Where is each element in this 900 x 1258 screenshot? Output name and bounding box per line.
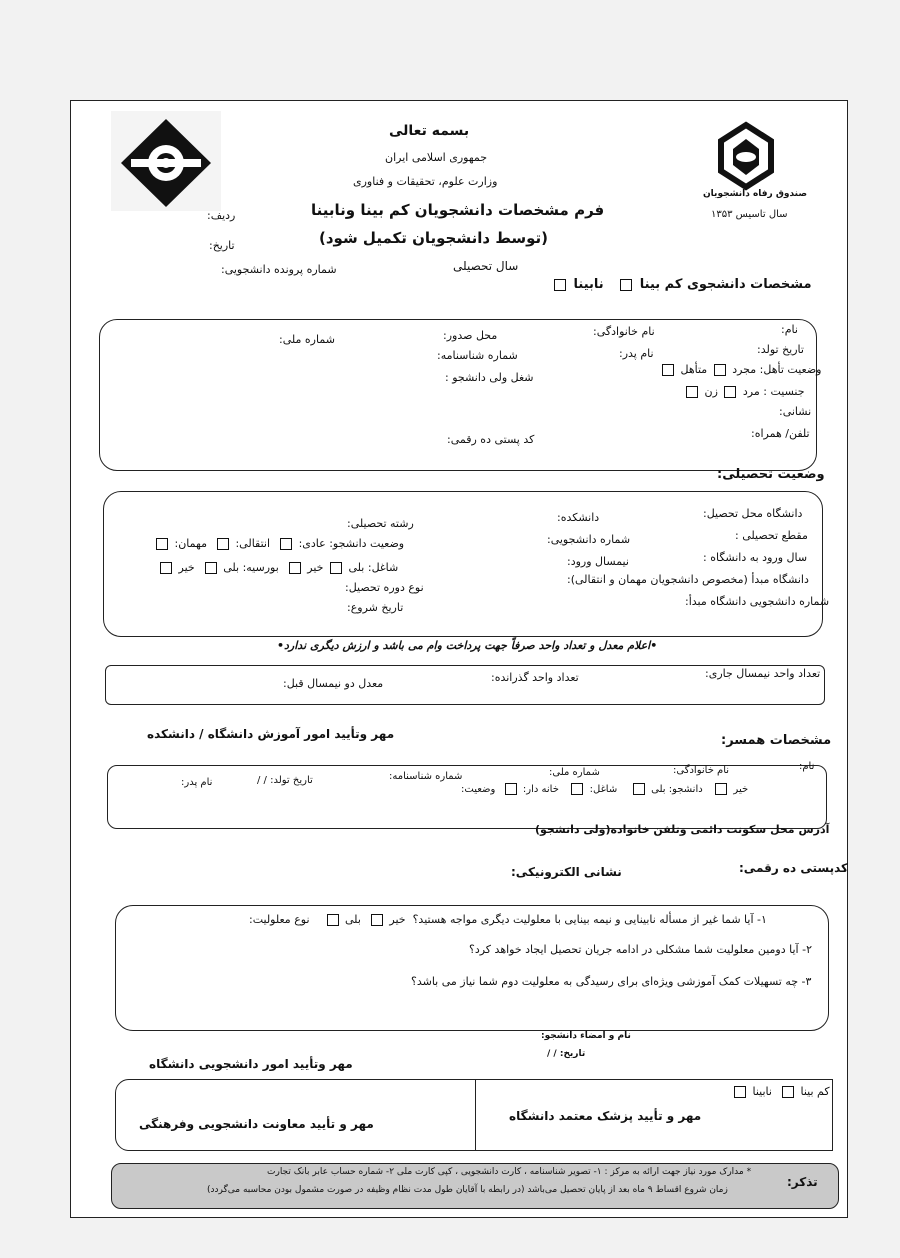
signature-date-label: تاریخ: / / xyxy=(547,1049,586,1059)
emblem-logo-icon xyxy=(111,111,221,211)
bottom-blind-checkbox[interactable] xyxy=(734,1086,746,1098)
origin-student-number-label: شماره دانشجویی دانشگاه مبدأ: xyxy=(685,595,830,608)
q1-yes-checkbox[interactable] xyxy=(327,914,339,926)
scholarship-yes-label: بلی xyxy=(223,561,240,574)
id-number-label: شماره شناسنامه: xyxy=(437,349,518,362)
student-status-label: وضعیت دانشجو: xyxy=(329,537,405,550)
transfer-checkbox[interactable] xyxy=(217,538,229,550)
employed-label: شاغل: xyxy=(367,561,399,574)
stamps-box xyxy=(115,1079,833,1151)
spouse-national-id-label: شماره ملی: xyxy=(549,767,600,778)
origin-university-label: دانشگاه مبدأ (مخصوص دانشجویان مهمان و انتقالی): xyxy=(567,573,809,586)
spouse-employed-checkbox[interactable] xyxy=(571,783,583,795)
low-vision-checkbox[interactable] xyxy=(620,279,632,291)
major-label: رشته تحصیلی: xyxy=(347,517,414,530)
blind-checkbox[interactable] xyxy=(554,279,566,291)
entry-term-label: نیمسال ورود: xyxy=(567,555,629,568)
single-checkbox[interactable] xyxy=(714,364,726,376)
level-label: مقطع تحصیلی : xyxy=(735,529,808,542)
family-address-label: آدرس محل سکونت دائمی وتلفن خانواده(ولی دانشجو) xyxy=(535,823,830,836)
question-1-row xyxy=(249,913,767,926)
spouse-id-number-label: شماره شناسنامه: xyxy=(389,771,463,782)
question-3: ۳- چه تسهیلات کمک آموزشی ویژه‌ای برای رسیدگی به معلولیت دوم شما نیاز می باشد؟ xyxy=(411,975,812,988)
guest-checkbox[interactable] xyxy=(156,538,168,550)
spouse-student-yes-label: دانشجو: بلی xyxy=(651,784,703,795)
ministry-name: وزارت علوم، تحقیقات و فناوری xyxy=(353,175,498,188)
employed-yes-checkbox[interactable] xyxy=(330,562,342,574)
stamps-divider xyxy=(475,1079,476,1151)
scholarship-no-label: خیر xyxy=(178,561,195,574)
deputy-stamp: مهر و تأیید معاونت دانشجویی وفرهنگی xyxy=(139,1117,374,1131)
q1-yes-label: بلی xyxy=(345,913,361,926)
postal-code-label: کد پستی ده رقمی: xyxy=(447,433,535,446)
spouse-student-no-checkbox[interactable] xyxy=(715,783,727,795)
spouse-housewife-checkbox[interactable] xyxy=(505,783,517,795)
founded-year: سال تاسیس ۱۳۵۳ xyxy=(711,209,788,220)
spouse-status-row xyxy=(461,783,748,795)
spouse-name-label: نام: xyxy=(799,761,815,772)
blind-label: نابینا xyxy=(573,277,604,292)
current-units-label: تعداد واحد نیمسال جاری: xyxy=(705,667,821,680)
employed-no-label: خیر xyxy=(307,561,324,574)
passed-units-label: تعداد واحد گذرانده: xyxy=(491,671,579,684)
education-stamp: مهر وتأیید امور آموزش دانشگاه / دانشکده xyxy=(147,727,395,741)
transfer-label: انتقالی: xyxy=(235,537,271,550)
university-label: دانشگاه محل تحصیل: xyxy=(703,507,803,520)
education-title: وضعیت تحصیلی: xyxy=(717,467,825,482)
student-type-title xyxy=(551,277,812,292)
spouse-family-label: نام خانوادگی: xyxy=(673,765,730,776)
student-affairs-stamp: مهر وتأیید امور دانشجویی دانشگاه xyxy=(149,1057,353,1071)
male-label: جنسیت : مرد xyxy=(742,385,805,398)
form-subtitle: (توسط دانشجویان تکمیل شود) xyxy=(319,229,549,247)
reminder-label: تذکر: xyxy=(787,1175,818,1189)
spouse-housewife-label: خانه دار: xyxy=(522,784,559,795)
reminder-line-2: زمان شروع اقساط ۹ ماه بعد از پایان تحصیل می‌باشد (در رابطه با آقایان طول مدت نظام وظیفه در صورت مشمول بودن محاسبه می‌گردد) xyxy=(207,1185,728,1195)
marital-status xyxy=(659,363,822,376)
spouse-student-no-label: خیر xyxy=(733,784,749,795)
scholarship-yes-checkbox[interactable] xyxy=(205,562,217,574)
family-name-label: نام خانوادگی: xyxy=(593,325,655,338)
spouse-birth-date-label: تاریخ تولد: / / xyxy=(257,775,313,786)
scholarship-label: بورسیه: xyxy=(242,561,279,574)
form-page xyxy=(70,100,848,1218)
entry-year-label: سال ورود به دانشگاه : xyxy=(703,551,808,564)
student-status-row xyxy=(153,537,404,550)
issue-place-label: محل صدور: xyxy=(443,329,498,342)
bottom-low-vision-checkbox[interactable] xyxy=(782,1086,794,1098)
country-name: جمهوری اسلامی ایران xyxy=(385,151,488,164)
disability-type-label: نوع معلولیت: xyxy=(249,913,310,926)
phone-label: تلفن/ همراه: xyxy=(751,427,810,440)
male-checkbox[interactable] xyxy=(724,386,736,398)
name-label: نام: xyxy=(781,323,798,336)
bismillah: بسمه تعالی xyxy=(389,123,470,139)
regular-checkbox[interactable] xyxy=(280,538,292,550)
employed-no-checkbox[interactable] xyxy=(289,562,301,574)
gpa-label: معدل دو نیمسال قبل: xyxy=(283,677,384,690)
national-id-label: شماره ملی: xyxy=(279,333,335,346)
gpa-note: •اعلام معدل و تعداد واحد صرفاً جهت پرداخت وام می باشد و ارزش دیگری ندارد• xyxy=(277,639,658,652)
file-number-label: شماره پرونده دانشجویی: xyxy=(221,263,337,276)
female-label: زن xyxy=(704,385,718,398)
bottom-low-vision-label: کم بینا xyxy=(800,1085,830,1098)
guest-label: مهمان: xyxy=(174,537,207,550)
form-title: فرم مشخصات دانشجویان کم بینا ونابینا xyxy=(311,201,605,219)
married-label: متأهل xyxy=(680,363,708,376)
reminder-line-1: * مدارک مورد نیاز جهت ارائه به مرکز : ۱- تصویر شناسنامه ، کارت دانشجویی ، کپی کارت ملی ۲- شماره حساب عابر بانک تجارت xyxy=(267,1167,752,1177)
scholarship-no-checkbox[interactable] xyxy=(160,562,172,574)
single-label: وضعیت تأهل: مجرد xyxy=(732,363,822,376)
student-number-label: شماره دانشجویی: xyxy=(547,533,631,546)
question-2: ۲- آیا دومین معلولیت شما مشکلی در ادامه جریان تحصیل ایجاد خواهد کرد؟ xyxy=(469,943,812,956)
low-vision-title: مشخصات دانشجوی کم بینا xyxy=(639,277,812,292)
employment-row xyxy=(157,561,398,574)
address-label: نشانی: xyxy=(779,405,812,418)
fund-name: صندوق رفاه دانشجویان xyxy=(703,189,808,199)
spouse-title: مشخصات همسر: xyxy=(721,733,832,748)
ref-label: ردیف: xyxy=(207,209,236,222)
student-signature-label: نام و امضاء دانشجو: xyxy=(541,1031,631,1041)
academic-year-label: سال تحصیلی xyxy=(453,259,519,273)
course-type-label: نوع دوره تحصیل: xyxy=(345,581,424,594)
guardian-job-label: شغل ولی دانشجو : xyxy=(445,371,534,384)
email-label: نشانی الکترونیکی: xyxy=(511,865,622,879)
female-checkbox[interactable] xyxy=(686,386,698,398)
employed-yes-label: بلی xyxy=(348,561,365,574)
vision-type-row xyxy=(731,1085,830,1098)
regular-label: عادی: xyxy=(298,537,326,550)
spouse-father-label: نام پدر: xyxy=(181,777,213,788)
birth-date-label: تاریخ تولد: xyxy=(757,343,804,356)
spouse-student-yes-checkbox[interactable] xyxy=(633,783,645,795)
father-name-label: نام پدر: xyxy=(619,347,654,360)
married-checkbox[interactable] xyxy=(662,364,674,376)
spouse-status-label: وضعیت: xyxy=(461,784,496,795)
doctor-stamp: مهر و تأیید پزشک معتمد دانشگاه xyxy=(509,1109,702,1123)
q1-no-label: خیر xyxy=(389,913,406,926)
question-1: ۱- آیا شما غیر از مسأله نابینایی و نیمه بینایی با معلولیت دیگری مواجه هستید؟ xyxy=(412,913,767,926)
start-date-label: تاریخ شروع: xyxy=(347,601,404,614)
gender xyxy=(683,385,805,398)
bottom-blind-label: نابینا xyxy=(752,1085,772,1098)
q1-no-checkbox[interactable] xyxy=(371,914,383,926)
faculty-label: دانشکده: xyxy=(557,511,600,524)
date-label: تاریخ: xyxy=(209,239,235,252)
postal-code-10-label: کدپستی ده رقمی: xyxy=(739,861,849,875)
spouse-employed-label: شاغل: xyxy=(589,784,618,795)
